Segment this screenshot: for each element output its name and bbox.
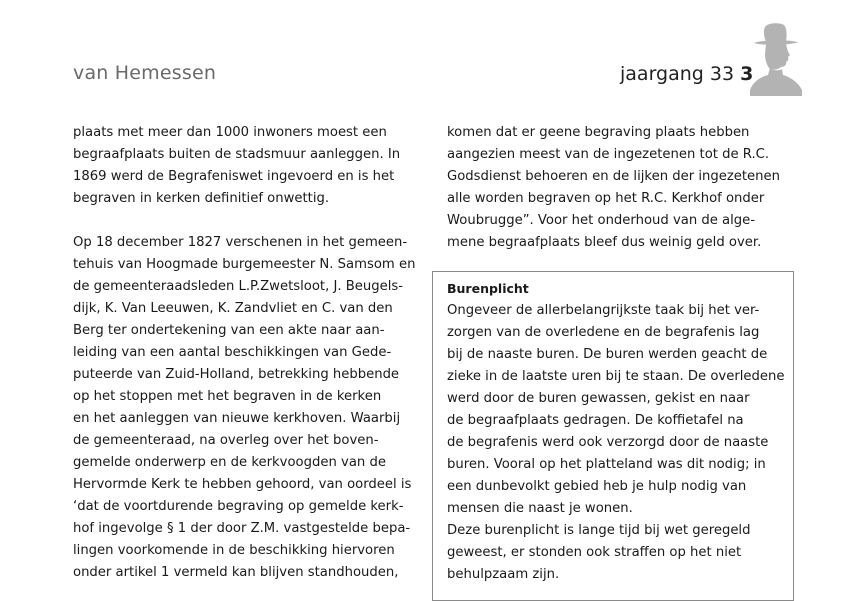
text-line: onder artikel 1 vermeld kan blijven standhouden, <box>73 565 399 580</box>
text-line: de begrafenis werd ook verzorgd door de naaste <box>447 435 769 450</box>
text-line: de gemeenteraad, na overleg over het boven- <box>73 433 379 448</box>
left-paragraph-2 <box>73 232 418 584</box>
text-line: ‘dat de voortdurende begraving op gemelde kerk- <box>73 499 404 514</box>
text-line: komen dat er geene begraving plaats hebben <box>447 125 750 140</box>
text-line: mensen die naast je wonen. <box>447 501 633 516</box>
text-line: hof ingevolge § 1 der door Z.M. vastgestelde bepa- <box>73 521 411 536</box>
text-line: Woubrugge”. Voor het onderhoud van de alge- <box>447 213 756 228</box>
text-line: zorgen van de overledene en de begrafenis lag <box>447 325 760 340</box>
page-number: 3 <box>740 63 754 85</box>
left-paragraph-1 <box>73 122 418 210</box>
text-line: werd door de buren gewassen, gekist en naar <box>447 391 750 406</box>
text-line: een dunbevolkt gebied heb je hulp nodig van <box>447 479 747 494</box>
issue-label <box>620 63 753 85</box>
text-line: gemelde onderwerp en de kerkvoogden van de <box>73 455 386 470</box>
text-line: zieke in de laatste uren bij te staan. De overledene <box>447 369 785 384</box>
text-line: behulpzaam zijn. <box>447 567 560 582</box>
right-paragraph-1 <box>447 122 792 254</box>
text-line: aangezien meest van de ingezetenen tot de R.C. <box>447 147 770 162</box>
text-line: op het stoppen met het begraven in de kerken <box>73 389 382 404</box>
text-line: alle worden begraven op het R.C. Kerkhof onder <box>447 191 765 206</box>
text-line: tehuis van Hoogmade burgemeester N. Samsom en <box>73 257 416 272</box>
text-line: Op 18 december 1827 verschenen in het gemeen- <box>73 235 408 250</box>
text-line: begraven in kerken definitief onwettig. <box>73 191 330 206</box>
magazine-title: van Hemessen <box>73 62 217 84</box>
text-line: begraafplaats buiten de stadsmuur aanleggen. In <box>73 147 401 162</box>
text-line: Godsdienst behoeren en de lijken der ingezetenen <box>447 169 781 184</box>
left-column <box>73 122 418 584</box>
text-line: bij de naaste buren. De buren werden geacht de <box>447 347 768 362</box>
text-line: en het aanleggen van nieuwe kerkhoven. Waarbij <box>73 411 401 426</box>
text-line: mene begraafplaats bleef dus weinig geld over. <box>447 235 762 250</box>
text-line: 1869 werd de Begrafeniswet ingevoerd en is het <box>73 169 395 184</box>
text-line: Berg ter ondertekening van een akte naar aan- <box>73 323 385 338</box>
right-column <box>447 122 792 254</box>
text-line: geweest, er stonden ook straffen op het niet <box>447 545 742 560</box>
volume-label: jaargang 33 <box>620 63 735 85</box>
text-line: lingen voorkomende in de beschikking hiervoren <box>73 543 395 558</box>
sidebar-box-content <box>447 278 787 586</box>
sidebar-box-title: Burenplicht <box>447 281 529 296</box>
burenplicht-sidebar-box <box>432 271 794 601</box>
text-line: leiding van een aantal beschikkingen van Gede- <box>73 345 392 360</box>
text-line: Deze burenplicht is lange tijd bij wet geregeld <box>447 523 751 538</box>
text-line: Hervormde Kerk te hebben gehoord, van oordeel is <box>73 477 412 492</box>
text-line: dijk, K. Van Leeuwen, K. Zandvliet en C. van den <box>73 301 393 316</box>
text-line: Ongeveer de allerbelangrijkste taak bij het ver- <box>447 303 760 318</box>
man-with-hat-silhouette-icon <box>748 22 804 96</box>
text-line: puteerde van Zuid-Holland, betrekking hebbende <box>73 367 400 382</box>
text-line: plaats met meer dan 1000 inwoners moest een <box>73 125 387 140</box>
text-line: de begraafplaats gedragen. De koffietafel na <box>447 413 744 428</box>
text-line: de gemeenteraadsleden L.P.Zwetsloot, J. Beugels- <box>73 279 404 294</box>
text-line: buren. Vooral op het platteland was dit nodig; in <box>447 457 766 472</box>
